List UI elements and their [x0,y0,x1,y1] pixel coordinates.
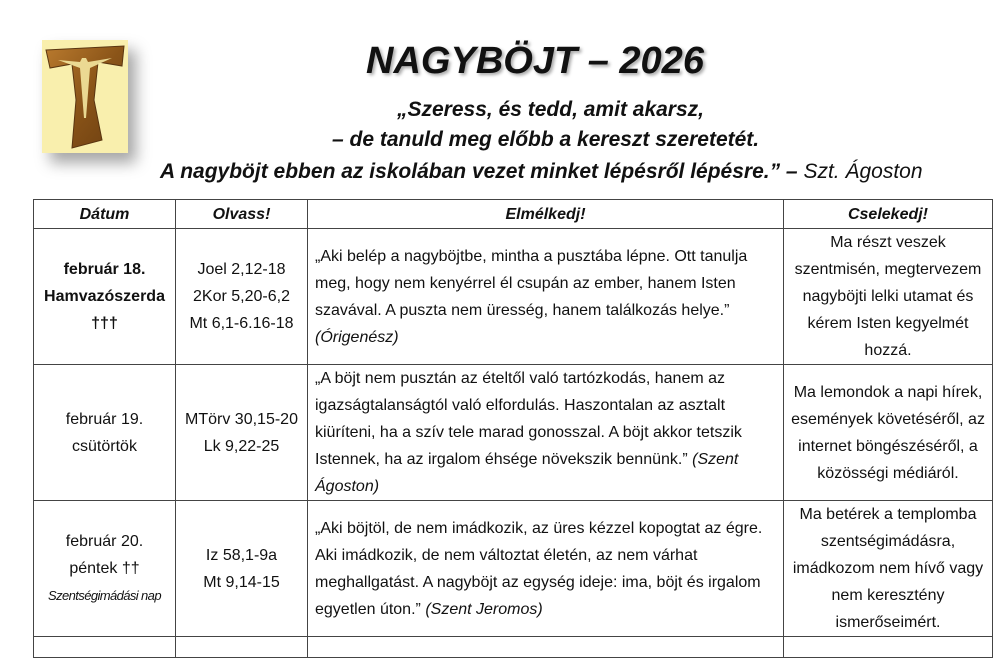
day-name: csütörtök [72,437,137,455]
reading: Mt 9,14-15 [203,573,280,591]
action-cell: Ma betérek a templomba szentségimádásra, imádkozom nem hívő vagy nem keresztény ismerőseimért. [784,501,993,637]
lent-schedule-table [33,199,993,658]
day-name: péntek [69,560,118,577]
day-name: Hamvazószerda [44,288,165,305]
cross-marks: †† [121,560,140,577]
reflection-author: (Órigenész) [315,328,399,346]
reading: Iz 58,1-9a [205,546,278,564]
table-header-row [34,200,993,229]
quote-line-3-text: A nagyböjt ebben az iskolában vezet minket lépésről lépésre.” – [160,160,798,183]
table-row [34,229,993,365]
reading: Joel 2,12-18 [197,261,286,278]
reflection-cell [308,365,784,501]
column-header-reflection: Elmélkedj! [308,200,784,229]
readings-cell [176,501,308,637]
readings-cell [176,637,308,658]
reflection-text: „Aki belép a nagyböjtbe, mintha a pusztába lépne. Ott tanulja meg, hogy nem kenyérrel él csupán az ember, hanem Isten szavával. A puszta nem üresség, hanem találkozás helye.” [315,247,748,319]
column-header-date: Dátum [34,200,176,229]
column-header-readings: Olvass! [176,200,308,229]
reflection-cell [308,501,784,637]
day-line [40,555,169,582]
date: február 20. [65,533,144,550]
quote-line-1: „Szeress, és tedd, amit akarsz, [397,98,704,121]
date: február 19. [65,410,144,428]
day-note: Szentségimádási nap [48,588,161,603]
action-cell [784,637,993,658]
reading: Mt 6,1-6.16-18 [189,315,294,332]
date-cell [34,637,176,658]
reflection-author: (Szent Jeromos) [425,600,543,618]
reading: MTörv 30,15-20 [185,410,298,428]
column-header-action: Cselekedj! [784,200,993,229]
action-cell: Ma részt veszek szentmisén, megtervezem nagyböjti lelki utamat és kérem Isten kegyelmét hozzá. [784,229,993,365]
date-cell [34,501,176,637]
date: február 18. [63,261,146,278]
tau-cross-logo [42,40,128,153]
cross-marks: ††† [91,315,118,332]
page-title: NAGYBÖJT – 2026 [366,40,704,82]
reflection-author: (Szent Ágoston) [315,451,739,495]
tau-cross-icon [42,40,128,153]
table-row [34,365,993,501]
quote-attribution: Szt. Ágoston [797,160,923,183]
action-cell: Ma lemondok a napi hírek, események követéséről, az internet böngészéséről, a közösségi médiáról. [784,365,993,501]
readings-cell [176,229,308,365]
table-row [34,501,993,637]
reading: 2Kor 5,20-6,2 [193,288,290,305]
quote-line-2: – de tanuld meg előbb a kereszt szeretetét. [332,128,760,151]
reflection-text: „A böjt nem pusztán az ételtől való tartózkodás, hanem az igazságtalanságtól való elfordulás. Haszontalan az asztalt kiüríteni, ha a szív tele marad gonosszal. A böjt akkor tetszik Istennek, ha az irgalom éhsége növekszik bennünk.” [315,370,742,468]
reflection-cell [308,229,784,365]
table-row-partial [34,637,993,658]
quote-line-3 [160,160,923,184]
readings-cell [176,365,308,501]
reflection-cell [308,637,784,658]
date-cell [34,365,176,501]
reading: Lk 9,22-25 [203,437,280,455]
reflection-text: „Aki böjtöl, de nem imádkozik, az üres kézzel kopogtat az égre. Aki imádkozik, de nem változtat életén, az nem várhat meghallgatást. A nagyböjt az egység ideje: ima, böjt és irgalom egyetlen úton.” [315,519,763,618]
date-cell [34,229,176,365]
